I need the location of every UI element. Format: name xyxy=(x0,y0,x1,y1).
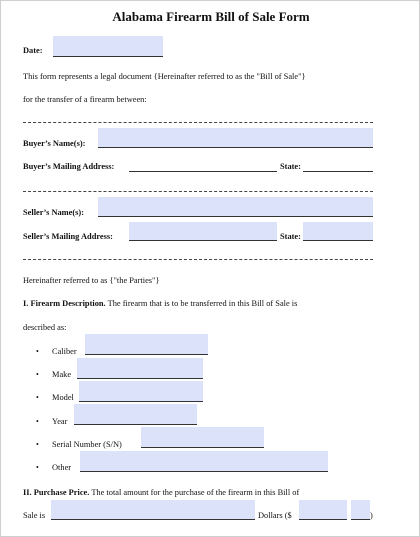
make-field[interactable] xyxy=(77,358,203,379)
model-field[interactable] xyxy=(79,381,203,402)
seller-address-label: Seller’s Mailing Address: xyxy=(23,232,113,241)
caliber-field[interactable] xyxy=(85,334,208,355)
buyer-address-field[interactable] xyxy=(129,171,277,172)
section1-text-2: described as: xyxy=(23,323,67,332)
item-serial-label: Serial Number (S/N) xyxy=(52,440,122,449)
parties-text: Hereinafter referred to as {"the Parties"} xyxy=(23,276,160,285)
section1-heading: I. Firearm Description. xyxy=(23,299,106,308)
section2-line xyxy=(23,488,299,497)
buyer-address-label: Buyer’s Mailing Address: xyxy=(23,162,115,171)
item-caliber-label: Caliber xyxy=(52,347,77,356)
bullet-serial: • xyxy=(36,440,39,449)
seller-name-field[interactable] xyxy=(98,197,373,217)
dollars-label: Dollars ($ xyxy=(258,511,292,520)
other-field[interactable] xyxy=(80,451,328,472)
date-label: Date: xyxy=(23,46,43,55)
buyer-state-field[interactable] xyxy=(303,171,373,172)
item-model-label: Model xyxy=(52,393,74,402)
item-other-label: Other xyxy=(52,463,72,472)
sale-is-label: Sale is xyxy=(23,511,46,520)
section1-line xyxy=(23,299,297,308)
divider-2 xyxy=(23,191,373,192)
date-field[interactable] xyxy=(53,36,163,57)
seller-state-field[interactable] xyxy=(303,222,373,241)
item-make-label: Make xyxy=(52,370,72,379)
bullet-other: • xyxy=(36,463,39,472)
price-words-field[interactable] xyxy=(51,500,255,520)
buyer-name-label: Buyer’s Name(s): xyxy=(23,139,86,148)
close-paren: ) xyxy=(370,511,373,520)
year-field[interactable] xyxy=(74,404,197,425)
seller-name-label: Seller’s Name(s): xyxy=(23,208,85,217)
serial-number-field[interactable] xyxy=(141,427,264,448)
intro-line-1: This form represents a legal document {Hereinafter referred to as the "Bill of Sale"} xyxy=(23,72,306,81)
bullet-make: • xyxy=(36,370,39,379)
bullet-year: • xyxy=(36,417,39,426)
price-cents-field[interactable] xyxy=(351,500,370,520)
buyer-state-label: State: xyxy=(280,162,301,171)
bullet-model: • xyxy=(36,393,39,402)
item-year-label: Year xyxy=(52,417,68,426)
section2-text: The total amount for the purchase of the firearm in this Bill of xyxy=(89,488,300,497)
form-title: Alabama Firearm Bill of Sale Form xyxy=(112,9,310,24)
section2-heading: II. Purchase Price. xyxy=(23,488,90,497)
intro-line-2: for the transfer of a firearm between: xyxy=(23,95,147,104)
buyer-name-field[interactable] xyxy=(98,128,373,148)
price-amount-field[interactable] xyxy=(299,500,347,520)
bullet-caliber: • xyxy=(36,347,39,356)
seller-state-label: State: xyxy=(280,232,301,241)
divider-1 xyxy=(23,122,373,123)
section1-text: The firearm that is to be transferred in this Bill of Sale is xyxy=(105,299,298,308)
seller-address-field[interactable] xyxy=(129,222,277,241)
divider-3 xyxy=(23,259,373,260)
